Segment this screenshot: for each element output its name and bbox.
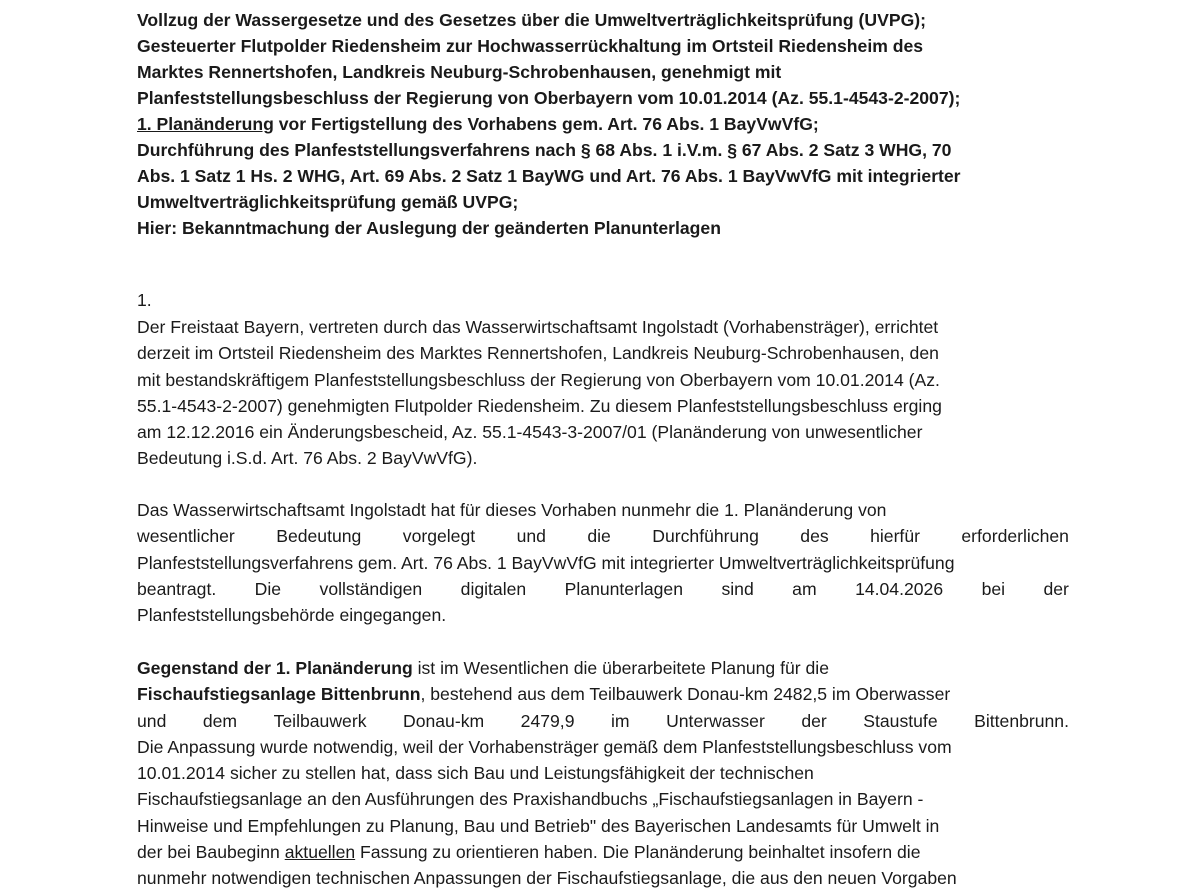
text-line: 55.1-4543-2-2007) genehmigten Flutpolder Riedensheim. Zu diesem Planfeststellungsbeschluss erging xyxy=(137,395,942,416)
text-line: Planfeststellungsverfahrens gem. Art. 76 Abs. 1 BayVwVfG mit integrierter Umweltverträglichkeitsprüfung xyxy=(137,552,955,573)
word: Durchführung xyxy=(652,526,759,547)
text-line xyxy=(137,681,1069,707)
document-heading xyxy=(137,7,1069,241)
word: und xyxy=(137,710,167,731)
heading-line: Umweltverträglichkeitsprüfung gemäß UVPG; xyxy=(137,192,519,212)
heading-line xyxy=(137,111,1069,137)
word: 14.04.2026 xyxy=(855,578,944,599)
word: des xyxy=(800,526,829,547)
paragraph-1 xyxy=(137,314,1069,472)
word: Bittenbrunn. xyxy=(974,710,1069,731)
word: wesentlicher xyxy=(137,526,235,547)
word: und xyxy=(516,526,546,547)
text-line: Planfeststellungsbehörde eingegangen. xyxy=(137,605,447,626)
word: am xyxy=(792,578,817,599)
paragraph-3 xyxy=(137,655,1069,892)
word: beantragt. xyxy=(137,578,217,599)
word: die xyxy=(587,526,611,547)
bold-text: Gegenstand der 1. Planänderung xyxy=(137,658,413,678)
word: Planunterlagen xyxy=(564,578,684,599)
text-line: Das Wasserwirtschaftsamt Ingolstadt hat für dieses Vorhaben nunmehr die 1. Planänderung von xyxy=(137,500,887,520)
heading-line: Vollzug der Wassergesetze und des Gesetzes über die Umweltverträglichkeitsprüfung (UVPG); xyxy=(137,10,926,30)
word: hierfür xyxy=(870,526,920,547)
heading-line: Planfeststellungsbeschluss der Regierung von Oberbayern vom 10.01.2014 (Az. 55.1-4543-2-2007); xyxy=(137,88,961,108)
word: Die xyxy=(254,578,282,599)
word: der xyxy=(801,710,827,731)
text-line: Hinweise und Empfehlungen zu Planung, Bau und Betrieb" des Bayerischen Landesamts für Umwelt in xyxy=(137,815,940,836)
word: vorgelegt xyxy=(402,526,476,547)
heading-line: Gesteuerter Flutpolder Riedensheim zur Hochwasserrückhaltung im Ortsteil Riedensheim des xyxy=(137,36,924,56)
underlined-text: aktuellen xyxy=(284,842,356,863)
text-line xyxy=(137,839,1069,865)
word: Donau-km xyxy=(403,710,485,731)
text: Fassung zu orientieren haben. Die Planänderung beinhaltet insofern die xyxy=(355,842,921,863)
text-line: Die Anpassung wurde notwendig, weil der Vorhabensträger gemäß dem Planfeststellungsbeschluss vom xyxy=(137,736,952,757)
word: 2479,9 xyxy=(520,710,575,731)
heading-underlined-text: 1. Planänderung xyxy=(137,114,274,134)
word: Teilbauwerk xyxy=(273,710,367,731)
text-line: mit bestandskräftigem Planfeststellungsbeschluss der Regierung von Oberbayern vom 10.01.2014 (Az. xyxy=(137,369,940,390)
word: Bedeutung xyxy=(276,526,362,547)
word: dem xyxy=(202,710,238,731)
word: der xyxy=(1043,578,1069,599)
text-line-justified xyxy=(137,576,1069,602)
word: sind xyxy=(721,578,754,599)
text: , bestehend aus dem Teilbauwerk Donau-km 2482,5 im Oberwasser xyxy=(420,684,951,705)
text-line-justified xyxy=(137,523,1069,549)
heading-line: Abs. 1 Satz 1 Hs. 2 WHG, Art. 69 Abs. 2 Satz 1 BayWG und Art. 76 Abs. 1 BayVwVfG mit integrierter xyxy=(137,166,961,186)
heading-line: Marktes Rennertshofen, Landkreis Neuburg-Schrobenhausen, genehmigt mit xyxy=(137,62,782,82)
heading-line: Hier: Bekanntmachung der Auslegung der geänderten Planunterlagen xyxy=(137,218,721,238)
word: im xyxy=(610,710,630,731)
heading-line: Durchführung des Planfeststellungsverfahrens nach § 68 Abs. 1 i.V.m. § 67 Abs. 2 Satz 3 WHG, 70 xyxy=(137,140,952,160)
section-number: 1. xyxy=(137,290,152,310)
text-line xyxy=(137,655,1069,681)
word: digitalen xyxy=(460,578,527,599)
text-line: am 12.12.2016 ein Änderungsbescheid, Az. 55.1-4543-3-2007/01 (Planänderung von unwesentlicher xyxy=(137,422,923,443)
text-line: derzeit im Ortsteil Riedensheim des Marktes Rennertshofen, Landkreis Neuburg-Schrobenhausen, den xyxy=(137,343,939,364)
text-line: 10.01.2014 sicher zu stellen hat, dass sich Bau und Leistungsfähigkeit der technischen xyxy=(137,763,814,784)
word: Staustufe xyxy=(863,710,938,731)
text: der bei Baubeginn xyxy=(137,842,285,863)
text-line-justified xyxy=(137,708,1069,734)
heading-text: vor Fertigstellung des Vorhabens gem. Art. 76 Abs. 1 BayVwVfG; xyxy=(273,114,819,134)
text-line: nunmehr notwendigen technischen Anpassungen der Fischaufstiegsanlage, die aus den neuen Vorgaben xyxy=(137,868,957,889)
text-line: Der Freistaat Bayern, vertreten durch das Wasserwirtschaftsamt Ingolstadt (Vorhabensträger), errichtet xyxy=(137,317,939,337)
paragraph-2 xyxy=(137,497,1069,628)
bold-text: Fischaufstiegsanlage Bittenbrunn xyxy=(137,684,421,705)
text-line: Bedeutung i.S.d. Art. 76 Abs. 2 BayVwVfG). xyxy=(137,448,478,469)
word: bei xyxy=(981,578,1006,599)
word: erforderlichen xyxy=(961,526,1069,547)
word: vollständigen xyxy=(319,578,423,599)
text: ist im Wesentlichen die überarbeitete Planung für die xyxy=(412,658,829,678)
text-line: Fischaufstiegsanlage an den Ausführungen des Praxishandbuchs „Fischaufstiegsanlagen in Bayern - xyxy=(137,789,924,810)
word: Unterwasser xyxy=(666,710,765,731)
